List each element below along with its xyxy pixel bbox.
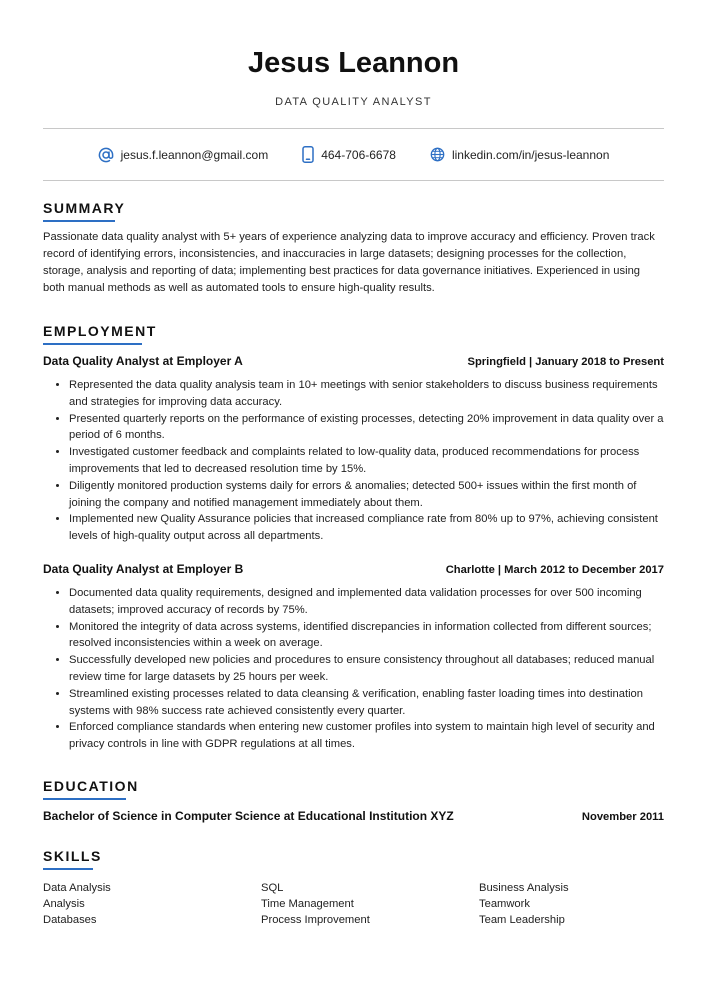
education-entry bbox=[43, 809, 664, 823]
job-entry bbox=[43, 562, 664, 753]
skill-item: Teamwork bbox=[479, 897, 530, 910]
candidate-name: Jesus Leannon bbox=[247, 47, 460, 79]
contact-linkedin-text: linkedin.com/in/jesus-leannon bbox=[451, 147, 610, 162]
job-bullet: • Implemented new Quality Assurance policies that increased compliance rate from 80% up to 97%, achieving consistent levels of high-quality output across all departments. bbox=[69, 511, 664, 545]
skill-item: SQL bbox=[261, 881, 284, 894]
globe-icon bbox=[430, 147, 445, 162]
education-date: November 2011 bbox=[581, 810, 664, 823]
contact-email-text: jesus.f.leannon@gmail.com bbox=[120, 147, 269, 162]
summary-heading: SUMMARY bbox=[43, 200, 126, 216]
job-bullets bbox=[43, 377, 664, 545]
contact-bar bbox=[43, 129, 664, 180]
job-bullet: • Monitored the integrity of data across systems, identified discrepancies in information collected from different sources; resolved inconsistencies within a week on average. bbox=[69, 619, 664, 653]
skills-heading-underline bbox=[43, 868, 93, 870]
skill-item: Time Management bbox=[261, 897, 354, 910]
skill-item: Databases bbox=[43, 913, 97, 926]
employment-section bbox=[43, 322, 664, 753]
education-section bbox=[43, 777, 664, 823]
employment-heading: EMPLOYMENT bbox=[43, 323, 157, 339]
education-heading: EDUCATION bbox=[43, 777, 139, 794]
contact-phone-text: 464-706-6678 bbox=[321, 147, 396, 162]
summary-text: Passionate data quality analyst with 5+ years of experience analyzing data to improve accuracy and efficiency. Proven track record of identifying errors, inconsistencies, and inaccuracies in large datasets; designing processes for the collection, storage, analysis and reporting of data; implementing best practices for data governance initiatives. Experienced in using both manual methods as well as automated tools to ensure high-quality results. bbox=[43, 231, 655, 294]
candidate-title: DATA QUALITY ANALYST bbox=[275, 96, 432, 108]
job-bullets bbox=[43, 585, 664, 753]
skill-item: Analysis bbox=[43, 897, 85, 910]
job-bullet: • Documented data quality requirements, designed and implemented data validation processes for over 500 incoming datasets; improved accuracy of records by 75%. bbox=[69, 585, 664, 619]
contact-phone[interactable] bbox=[302, 146, 396, 163]
job-bullet: • Represented the data quality analysis team in 10+ meetings with senior stakeholders to discuss business requirements and strategies for improving data accuracy. bbox=[69, 377, 664, 411]
education-degree: Bachelor of Science in Computer Science at Educational Institution XYZ bbox=[43, 808, 454, 823]
education-heading-underline bbox=[43, 798, 126, 800]
job-bullet: • Investigated customer feedback and complaints related to low-quality data, produced recommendations for process improvements that led to decreased resolution time by 15%. bbox=[69, 444, 664, 478]
skill-item: Team Leadership bbox=[479, 913, 565, 926]
skills-section bbox=[43, 847, 664, 930]
summary-heading-underline bbox=[43, 220, 115, 222]
job-entry bbox=[43, 354, 664, 545]
divider-bottom bbox=[43, 180, 664, 181]
skill-item: Process Improvement bbox=[261, 913, 370, 926]
skill-item: Data Analysis bbox=[43, 881, 111, 894]
job-bullet: • Diligently monitored production systems daily for errors & anomalies; detected 500+ issues within the first month of joining the company and notified management immediately about them. bbox=[69, 478, 664, 512]
at-sign-icon bbox=[98, 147, 114, 163]
contact-email[interactable] bbox=[98, 147, 269, 163]
job-title: Data Quality Analyst at Employer B bbox=[43, 561, 244, 576]
skills-grid bbox=[43, 882, 664, 930]
job-location-dates: Springfield | January 2018 to Present bbox=[467, 356, 664, 368]
job-bullet: • Successfully developed new policies and procedures to ensure consistency throughout all databases; reduced manual review time for large datasets by 25 hours per week. bbox=[69, 652, 664, 686]
job-bullet: • Presented quarterly reports on the performance of existing processes, detecting 20% improvement in data quality over a period of 6 months. bbox=[69, 411, 664, 445]
summary-section bbox=[43, 199, 664, 297]
job-location-dates: Charlotte | March 2012 to December 2017 bbox=[445, 563, 664, 576]
skill-item: Business Analysis bbox=[479, 881, 569, 894]
job-title: Data Quality Analyst at Employer A bbox=[43, 354, 243, 368]
job-bullet: • Enforced compliance standards when entering new customer profiles into system to maintain high level of security and privacy controls in line with GDPR regulations at all times. bbox=[69, 719, 664, 753]
skills-heading: SKILLS bbox=[43, 847, 102, 864]
job-bullet: • Streamlined existing processes related to data cleansing & verification, enabling faster loading times into destination systems with 98% success rate achieved consistently every quarter. bbox=[69, 686, 664, 720]
employment-heading-underline bbox=[43, 343, 142, 345]
phone-icon bbox=[302, 146, 314, 163]
contact-linkedin[interactable] bbox=[430, 147, 609, 162]
